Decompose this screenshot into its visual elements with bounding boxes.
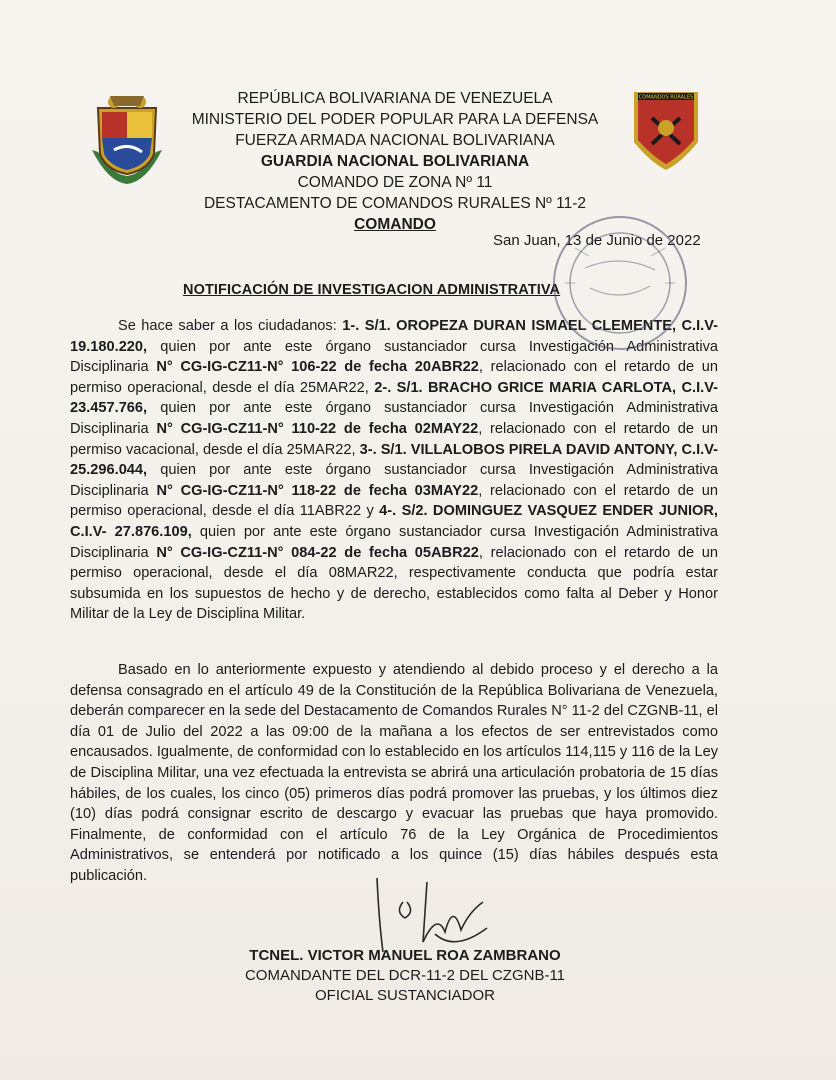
p1-text-7: , relacionado con el retardo de un permiso operacional, desde el día 11ABR22 y xyxy=(70,482,718,520)
p1-person-4: 4-. S/2. DOMINGUEZ VASQUEZ ENDER JUNIOR, C.I.V- 27.876.109, xyxy=(70,503,718,540)
p1-person-3: 3-. S/1. VILLALOBOS PIRELA DAVID ANTONY, C.I.V- 25.296.044, xyxy=(70,441,719,479)
p1-text-9: , relacionado con el retardo de un permiso operacional, desde el día 08MAR22, respectivamente conducta que podría estar subsumida en los supuestos de hecho y de derecho, establecidos como falta al Deber y Honor Militar de la Ley de Disciplina Militar. xyxy=(70,544,718,623)
p1-text-8: quien por ante este órgano sustanciador cursa Investigación Administrativa Disciplinaria xyxy=(70,523,718,561)
p1-text-5: , relacionado con el retardo de un permiso vacacional, desde el día 25MAR22, xyxy=(70,420,718,458)
p1-text-1: Se hace saber a los ciudadanos: xyxy=(118,318,343,334)
header-zone-command: COMANDO DE ZONA Nº 11 xyxy=(297,174,493,191)
signatory-position: COMANDANTE DEL DCR-11-2 DEL CZGNB-11 xyxy=(244,967,566,984)
coat-of-arms-emblem xyxy=(88,92,166,188)
p1-case-1: N° CG-IG-CZ11-N° 106-22 de fecha 20ABR22 xyxy=(156,359,479,376)
document-date: San Juan, 13 de Junio de 2022 xyxy=(493,232,701,249)
official-seal-stamp xyxy=(545,208,695,358)
p1-case-3: N° CG-IG-CZ11-N° 118-22 de fecha 03MAY22 xyxy=(156,482,479,499)
p2-text: Basado en lo anteriormente expuesto y atendiendo al debido proceso y el derecho a la defensa consagrado en el artículo 49 de la Constitución de la República Bolivariana de Venezuela, deberán comparecer en la sede del Destacamento de Comandos Rurales N° 11-2 del CZGNB-11, el día 01 de Julio del 2022 a las 09:00 de la mañana a los efectos de ser entrevistados como encausados. Igualmente, de conformidad con lo establecido en los artículos 114,115 y 116 de la Ley de Disciplina Militar, una vez efectuada la entrevista se abrirá una articulación probatoria de 15 días hábiles, de los cuales, los cinco (05) primeros días podrá promover las pruebas, y los últimos diez (10) días podrá consignar escrito de descargo y evacuar las pruebas que haya promovido. Finalmente, de conformidad con el artículo 76 de la Ley Orgánica de Procedimientos Administrativos, se entenderá por notificado a los quince (15) días hábiles después esta publicación. xyxy=(70,662,718,884)
signatory-name: TCNEL. VICTOR MANUEL ROA ZAMBRANO xyxy=(249,947,561,964)
badge-label: COMANDOS RURALES xyxy=(638,94,694,101)
summons-paragraph xyxy=(70,660,718,887)
header-guard: GUARDIA NACIONAL BOLIVARIANA xyxy=(260,153,530,170)
p1-case-4: N° CG-IG-CZ11-N° 084-22 de fecha 05ABR22 xyxy=(156,544,479,561)
header-ministry: MINISTERIO DEL PODER POPULAR PARA LA DEFENSA xyxy=(191,111,599,128)
header-detachment: DESTACAMENTO DE COMANDOS RURALES Nº 11-2 xyxy=(203,195,587,212)
p1-person-2: 2-. S/1. BRACHO GRICE MARIA CARLOTA, C.I.V- 23.457.766, xyxy=(70,379,718,417)
header-country: REPÚBLICA BOLIVARIANA DE VENEZUELA xyxy=(237,90,553,107)
p1-text-6: quien por ante este órgano sustanciador cursa Investigación Administrativa Disciplinaria xyxy=(70,462,718,499)
p1-text-2: quien por ante este órgano sustanciador cursa Investigación Administrativa Disciplinaria xyxy=(70,338,718,376)
p1-text-3: , relacionado con el retardo de un permiso operacional, desde el día 25MAR22, xyxy=(70,359,718,396)
comandos-rurales-badge xyxy=(630,88,702,172)
header-armed-force: FUERZA ARMADA NACIONAL BOLIVARIANA xyxy=(235,132,555,149)
p1-case-2: N° CG-IG-CZ11-N° 110-22 de fecha 02MAY22 xyxy=(156,420,479,437)
p1-text-4: quien por ante este órgano sustanciador cursa Investigación Administrativa Disciplinaria xyxy=(70,400,718,437)
document-title: NOTIFICACIÓN DE INVESTIGACION ADMINISTRATIVA xyxy=(183,282,561,298)
notification-paragraph xyxy=(70,316,718,625)
p1-person-1: 1-. S/1. OROPEZA DURAN ISMAEL CLEMENTE, C.I.V- 19.180.220, xyxy=(70,318,718,355)
header-comando: COMANDO xyxy=(354,216,436,233)
signatory-role: OFICIAL SUSTANCIADOR xyxy=(314,987,496,1004)
